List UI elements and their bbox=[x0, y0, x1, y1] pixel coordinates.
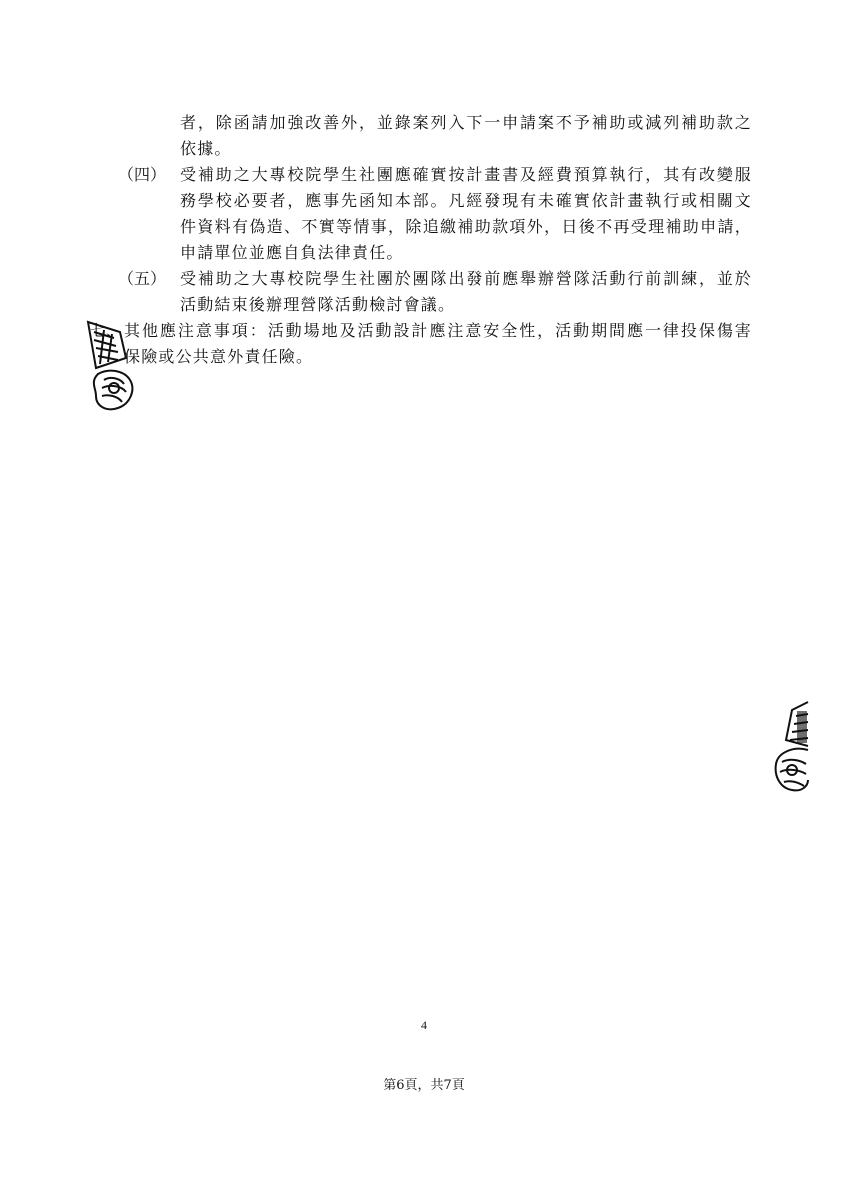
page-count: 第6頁，共7頁 bbox=[383, 1078, 465, 1093]
item-5-label: （五） bbox=[118, 269, 167, 288]
item-4-line-1: 受補助之大專校院學生社團應確實按計畫書及經費預算執行，其有改變服 bbox=[180, 165, 752, 184]
page-number: 4 bbox=[421, 1018, 427, 1032]
item-5-line-1: 受補助之大專校院學生社團於團隊出發前應舉辦營隊活動行前訓練，並於 bbox=[180, 269, 752, 288]
section-7-label: 七、 bbox=[90, 321, 123, 340]
section-7-line-1: 其他應注意事項：活動場地及活動設計應注意安全性，活動期間應一律投保傷害 bbox=[124, 321, 752, 340]
paragraph-continuation-line-1: 者，除函請加強改善外，並錄案列入下一申請案不予補助或減列補助款之 bbox=[180, 113, 752, 132]
section-7-line-2: 保險或公共意外責任險。 bbox=[124, 347, 314, 366]
seal-stamp-right bbox=[772, 700, 810, 796]
item-4-line-4: 申請單位並應自負法律責任。 bbox=[180, 243, 404, 262]
item-5-line-2: 活動結束後辦理營隊活動檢討會議。 bbox=[180, 295, 456, 314]
item-4-line-2: 務學校必要者，應事先函知本部。凡經發現有未確實依計畫執行或相關文 bbox=[180, 191, 752, 210]
seal-stamp-left bbox=[84, 318, 138, 414]
item-4-label: （四） bbox=[118, 165, 167, 184]
item-4-line-3: 件資料有偽造、不實等情事，除追繳補助款項外，日後不再受理補助申請， bbox=[180, 217, 752, 236]
paragraph-continuation-line-2: 依據。 bbox=[180, 139, 232, 158]
